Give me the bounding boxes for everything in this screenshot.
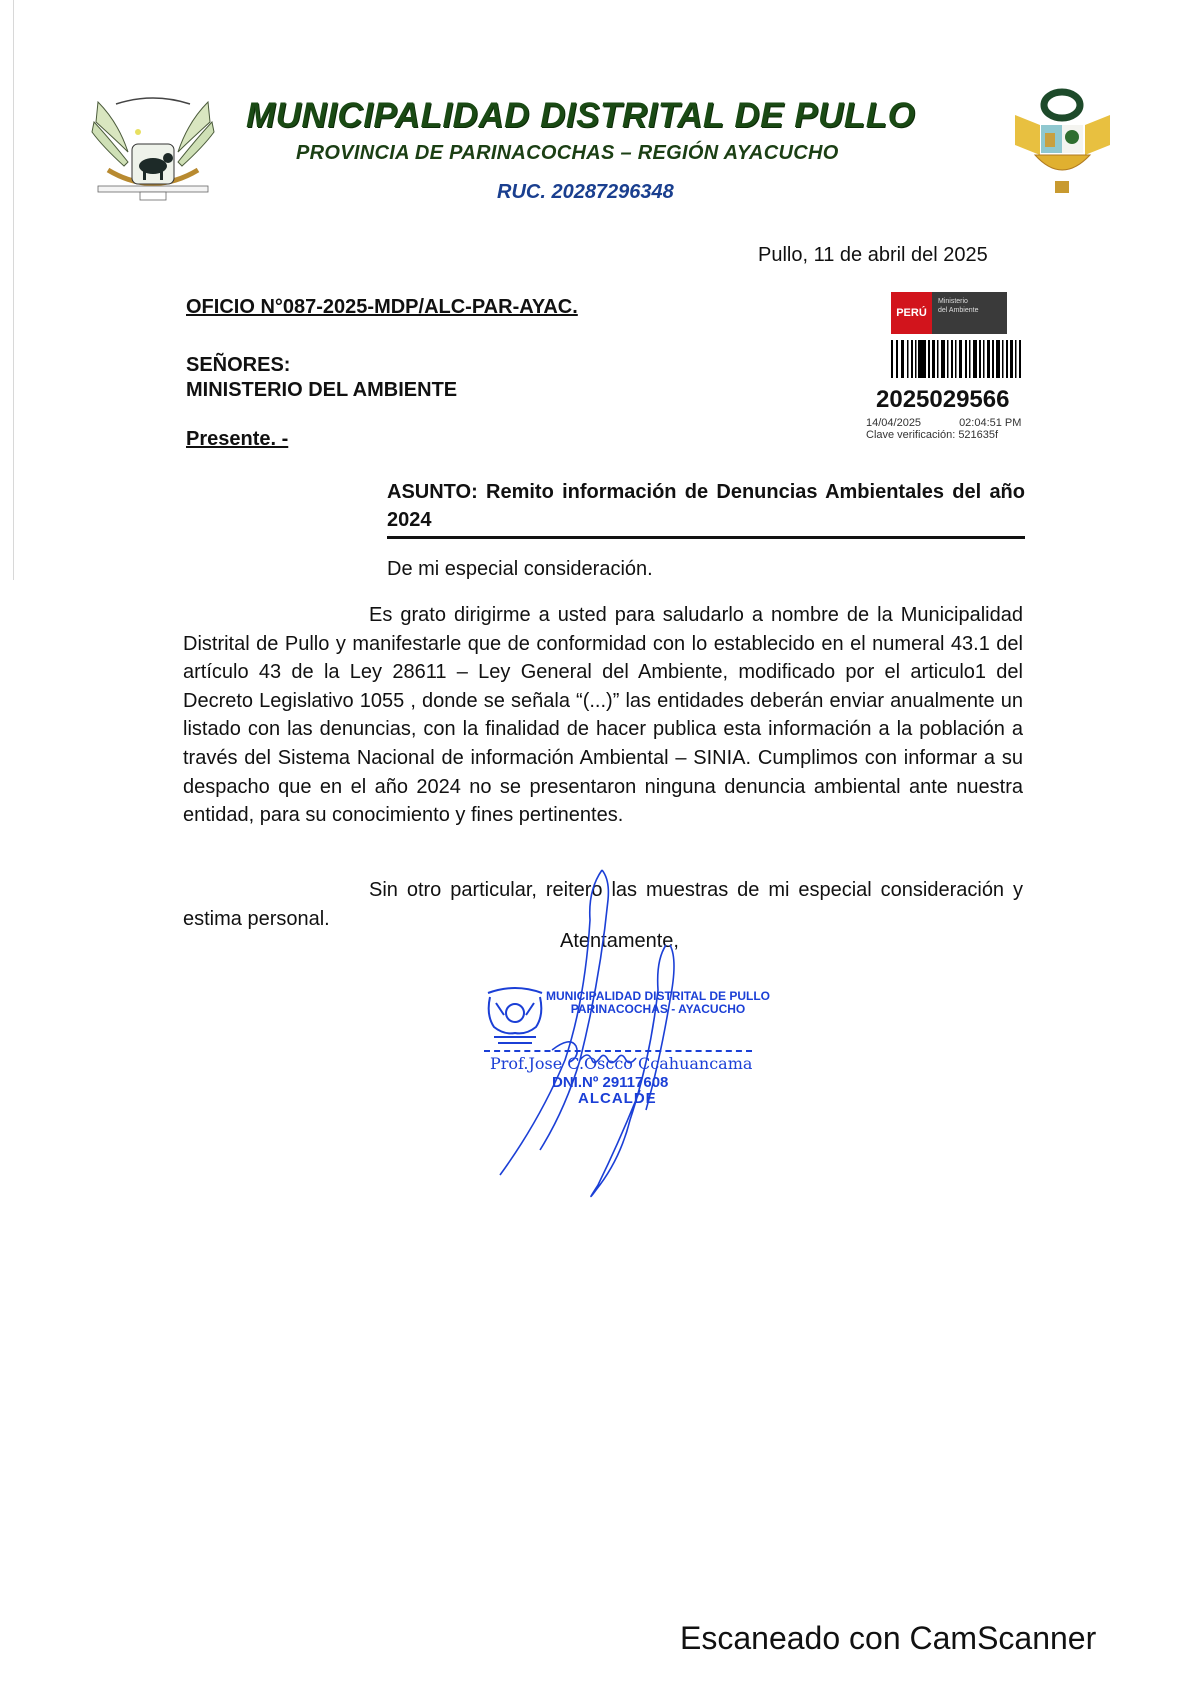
addressee-salutation: SEÑORES: xyxy=(186,354,291,376)
signer-dni: DNI.Nº 29117608 xyxy=(552,1074,669,1091)
peru-coat-of-arms-icon xyxy=(1005,85,1120,197)
signer-role: ALCALDE xyxy=(578,1090,657,1107)
seal-text-line2: PARINACOCHAS - AYACUCHO xyxy=(570,1002,746,1016)
presente-label: Presente. - xyxy=(186,428,289,450)
closing: Atentamente, xyxy=(560,930,679,952)
letter-date: Pullo, 11 de abril del 2025 xyxy=(758,244,988,266)
body-paragraph-1-text: Es grato dirigirme a usted para saludarlo a nombre de la Municipalidad Distrital de Pullo y manifestarle que de conformidad con lo establecido en el numeral 43.1 del artículo 43 de la Ley 28611 – Ley General del Ambiente, modificado por el articulo1 del Decreto Legislativo 1055 , donde se señala “(...)” las entidades deberán enviar anualmente un listado con las denuncias, con la finalidad de hacer publica esta información a la población a través del Sistema Nacional de información Ambiental – SINIA. Cumplimos con informar a su despacho que en el año 2024 no se presentaron ninguna denuncia ambiental ante nuestra entidad, para su conocimiento y fines pertinentes. xyxy=(183,604,1023,827)
subject-line: ASUNTO: Remito información de Denuncias Ambientales del año 2024 xyxy=(387,481,1025,531)
municipality-title: MUNICIPALIDAD DISTRITAL DE PULLO xyxy=(246,96,916,135)
province-subtitle: PROVINCIA DE PARINACOCHAS – REGIÓN AYACUCHO xyxy=(296,142,839,164)
scan-edge-line xyxy=(13,0,14,580)
subject-divider xyxy=(387,536,1025,539)
verification-key: Clave verificación: 521635f xyxy=(866,429,999,441)
ministry-logo xyxy=(891,292,1007,334)
ministry-name xyxy=(932,292,1007,334)
addressee xyxy=(186,353,457,403)
municipal-crest-icon xyxy=(88,92,218,204)
registry-number: 2025029566 xyxy=(876,386,1010,413)
body-paragraph-1 xyxy=(183,601,1023,830)
seal-text-line1: MUNICIPALIDAD DISTRITAL DE PULLO xyxy=(546,989,770,1003)
body-paragraph-2-text: Sin otro particular, reitero las muestras de mi especial consideración y estima personal. xyxy=(183,879,1023,930)
barcode-icon xyxy=(891,340,1023,378)
signer-name: Prof.Jose C.Oscco Ccahuancama xyxy=(490,1054,753,1073)
greeting: De mi especial consideración. xyxy=(387,558,653,580)
ruc-number: RUC. 20287296348 xyxy=(497,181,674,203)
reception-date: 14/04/2025 xyxy=(866,417,922,429)
oficio-reference: OFICIO N°087-2025-MDP/ALC-PAR-AYAC. xyxy=(186,296,578,318)
ministry-name-line1: Ministerio xyxy=(938,298,968,305)
camscanner-watermark: Escaneado con CamScanner xyxy=(680,1620,1097,1656)
peru-brand-label: PERÚ xyxy=(891,292,932,334)
reception-time: 02:04:51 PM xyxy=(959,417,1022,429)
reception-metadata xyxy=(866,417,1021,441)
addressee-entity: MINISTERIO DEL AMBIENTE xyxy=(186,379,458,401)
ministry-name-line2: del Ambiente xyxy=(938,307,979,314)
handwritten-signature xyxy=(470,860,760,1200)
